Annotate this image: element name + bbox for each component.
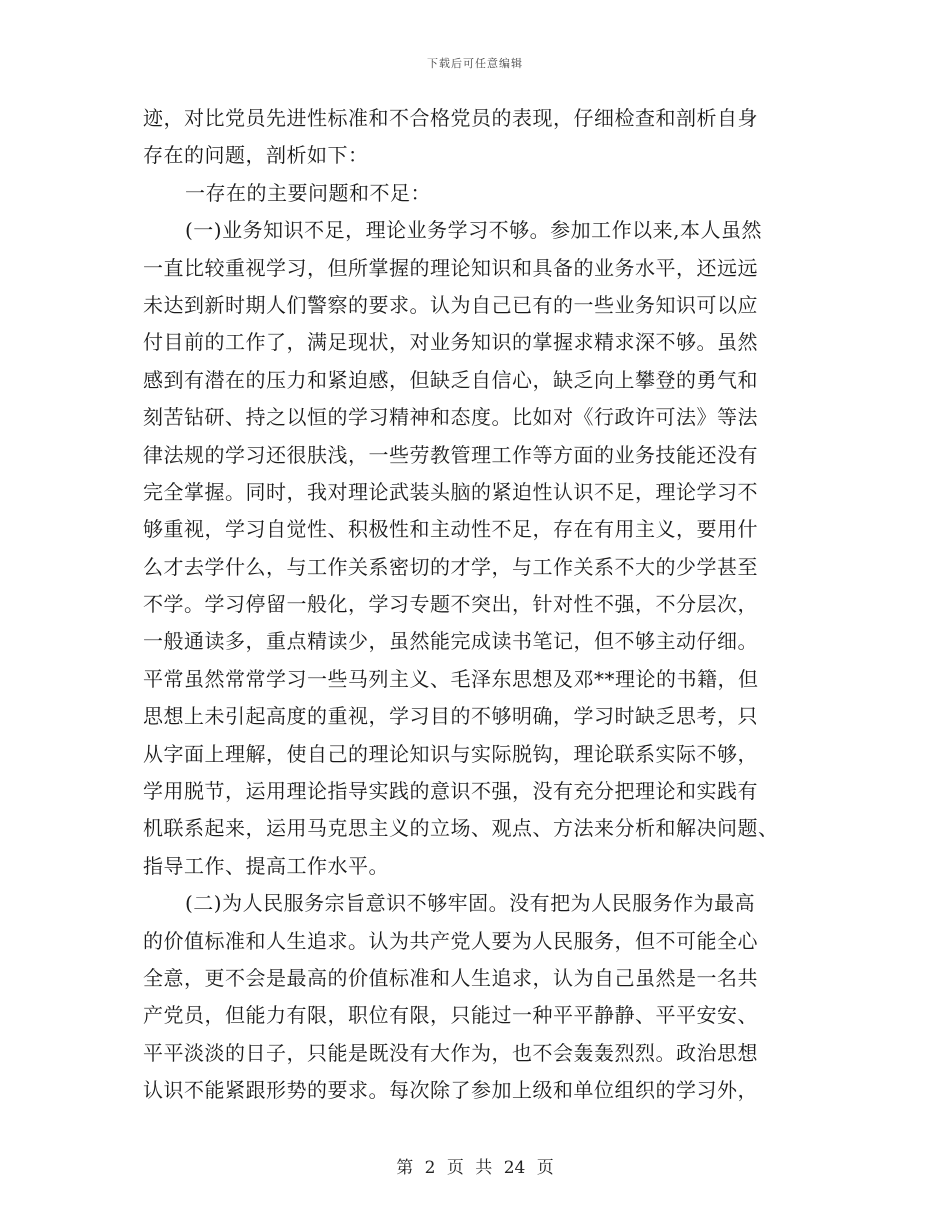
paragraph-start: (一)业务知识不足，理论业务学习不够。参加工作以来,本人虽然 xyxy=(185,218,762,243)
section-heading: 一存在的主要问题和不足： xyxy=(185,180,431,205)
text-line: 感到有潜在的压力和紧迫感，但缺乏自信心，缺乏向上攀登的勇气和 xyxy=(143,367,758,392)
paragraph-start: (二)为人民服务宗旨意识不够牢固。没有把为人民服务作为最高 xyxy=(185,891,756,916)
text-line: 完全掌握。同时，我对理论武装头脑的紧迫性认识不足，理论学习不 xyxy=(143,479,758,504)
text-line: 机联系起来，运用马克思主义的立场、观点、方法来分析和解决问题、 xyxy=(143,816,779,841)
text-line: 刻苦钻研、持之以恒的学习精神和态度。比如对《行政许可法》等法 xyxy=(143,405,758,430)
text-line: 平常虽然常常学习一些马列主义、毛泽东思想及邓**理论的书籍，但 xyxy=(143,666,759,691)
text-line: 律法规的学习还很肤浅，一些劳教管理工作等方面的业务技能还没有 xyxy=(143,442,758,467)
text-line: 全意，更不会是最高的价值标准和人生追求，认为自己虽然是一名共 xyxy=(143,965,758,990)
text-line: 的价值标准和人生追求。认为共产党人要为人民服务，但不可能全心 xyxy=(143,928,758,953)
text-line: 从字面上理解，使自己的理论知识与实际脱钩，理论联系实际不够， xyxy=(143,741,758,766)
text-line: 一直比较重视学习，但所掌握的理论知识和具备的业务水平，还远远 xyxy=(143,255,758,280)
text-line: 存在的问题，剖析如下： xyxy=(143,143,369,168)
text-line: 指导工作、提高工作水平。 xyxy=(143,853,389,878)
text-line: 学用脱节，运用理论指导实践的意识不强，没有充分把理论和实践有 xyxy=(143,779,758,804)
text-line: 一般通读多，重点精读少，虽然能完成读书笔记，但不够主动仔细。 xyxy=(143,629,758,654)
text-line: 么才去学什么，与工作关系密切的才学，与工作关系不大的少学甚至 xyxy=(143,554,758,579)
text-line: 平平淡淡的日子，只能是既没有大作为，也不会轰轰烈烈。政治思想 xyxy=(143,1040,758,1065)
text-line: 付目前的工作了，满足现状，对业务知识的掌握求精求深不够。虽然 xyxy=(143,330,758,355)
text-line: 迹，对比党员先进性标准和不合格党员的表现，仔细检查和剖析自身 xyxy=(143,106,758,130)
text-line: 认识不能紧跟形势的要求。每次除了参加上级和单位组织的学习外， xyxy=(143,1078,758,1103)
page-number-footer: 第 2 页 共 24 页 xyxy=(396,1158,554,1178)
text-line: 思想上未引起高度的重视，学习目的不够明确，学习时缺乏思考，只 xyxy=(143,704,758,729)
document-body xyxy=(143,100,813,1110)
page-header-note: 下载后可任意编辑 xyxy=(427,57,523,70)
text-line: 产党员，但能力有限，职位有限，只能过一种平平静静、平平安安、 xyxy=(143,1003,758,1028)
text-line: 不学。学习停留一般化，学习专题不突出，针对性不强，不分层次， xyxy=(143,592,758,617)
text-line: 够重视，学习自觉性、积极性和主动性不足，存在有用主义，要用什 xyxy=(143,517,758,542)
text-line: 未达到新时期人们警察的要求。认为自己已有的一些业务知识可以应 xyxy=(143,292,758,317)
